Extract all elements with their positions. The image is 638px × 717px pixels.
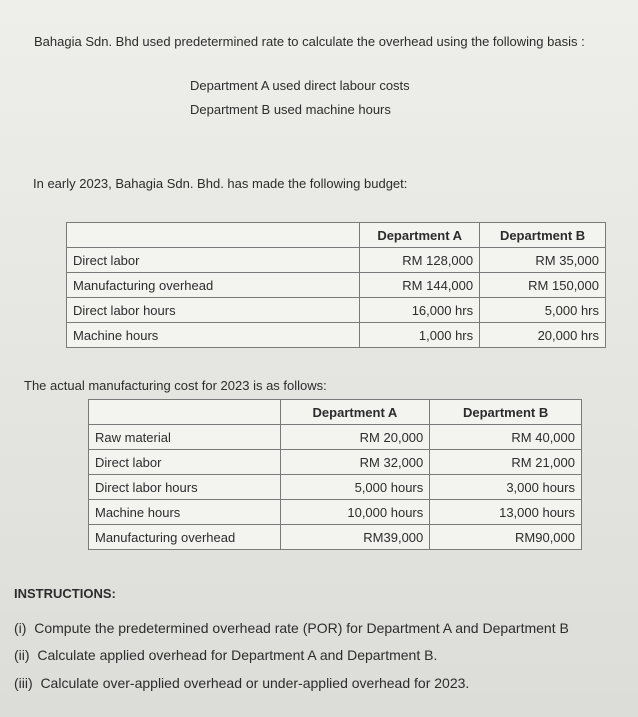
row-label: Direct labor — [89, 450, 281, 475]
table-row — [67, 273, 606, 298]
basis-dept-a: Department A used direct labour costs — [190, 78, 410, 93]
row-label: Manufacturing overhead — [89, 525, 281, 550]
column-header: Department A — [360, 223, 480, 248]
table-header-row — [89, 400, 582, 425]
actual-cost-table — [88, 399, 582, 550]
instructions-title: INSTRUCTIONS: — [14, 586, 116, 601]
header-blank-cell — [89, 400, 281, 425]
table-cell: RM90,000 — [430, 525, 582, 550]
table-row — [89, 525, 582, 550]
instruction-number: (i) — [14, 620, 27, 636]
header-blank-cell — [67, 223, 360, 248]
table-cell: 3,000 hours — [430, 475, 582, 500]
table-cell: RM 40,000 — [430, 425, 582, 450]
row-label: Manufacturing overhead — [67, 273, 360, 298]
instruction-number: (ii) — [14, 647, 30, 663]
instruction-item — [14, 647, 437, 663]
table-cell: RM39,000 — [280, 525, 430, 550]
column-header: Department B — [430, 400, 582, 425]
row-label: Machine hours — [89, 500, 281, 525]
row-label: Direct labor — [67, 248, 360, 273]
budget-intro: In early 2023, Bahagia Sdn. Bhd. has made the following budget: — [33, 176, 408, 191]
table-cell: 13,000 hours — [430, 500, 582, 525]
table-cell: 10,000 hours — [280, 500, 430, 525]
table-row — [89, 475, 582, 500]
actual-intro: The actual manufacturing cost for 2023 is as follows: — [24, 378, 327, 393]
table-cell: 20,000 hrs — [480, 323, 606, 348]
basis-dept-b: Department B used machine hours — [190, 102, 391, 117]
table-cell: RM 144,000 — [360, 273, 480, 298]
table-cell: RM 128,000 — [360, 248, 480, 273]
column-header: Department A — [280, 400, 430, 425]
table-cell: 16,000 hrs — [360, 298, 480, 323]
table-cell: RM 20,000 — [280, 425, 430, 450]
instruction-text: Calculate applied overhead for Department A and Department B. — [37, 647, 438, 663]
instruction-item — [14, 675, 469, 691]
table-header-row — [67, 223, 606, 248]
table-cell: RM 32,000 — [280, 450, 430, 475]
intro-paragraph: Bahagia Sdn. Bhd used predetermined rate to calculate the overhead using the following basis : — [34, 34, 585, 49]
table-cell: RM 150,000 — [480, 273, 606, 298]
instruction-text: Calculate over-applied overhead or under-applied overhead for 2023. — [40, 675, 470, 691]
row-label: Machine hours — [67, 323, 360, 348]
row-label: Raw material — [89, 425, 281, 450]
table-row — [89, 425, 582, 450]
table-cell: 5,000 hours — [280, 475, 430, 500]
row-label: Direct labor hours — [89, 475, 281, 500]
instruction-item — [14, 620, 569, 636]
table-row — [89, 450, 582, 475]
table-cell: 1,000 hrs — [360, 323, 480, 348]
instruction-text: Compute the predetermined overhead rate (POR) for Department A and Department B — [34, 620, 569, 636]
table-row — [89, 500, 582, 525]
table-cell: RM 35,000 — [480, 248, 606, 273]
table-row — [67, 298, 606, 323]
instruction-number: (iii) — [14, 675, 33, 691]
table-cell: 5,000 hrs — [480, 298, 606, 323]
table-row — [67, 248, 606, 273]
table-cell: RM 21,000 — [430, 450, 582, 475]
budget-table — [66, 222, 606, 348]
column-header: Department B — [480, 223, 606, 248]
row-label: Direct labor hours — [67, 298, 360, 323]
table-row — [67, 323, 606, 348]
